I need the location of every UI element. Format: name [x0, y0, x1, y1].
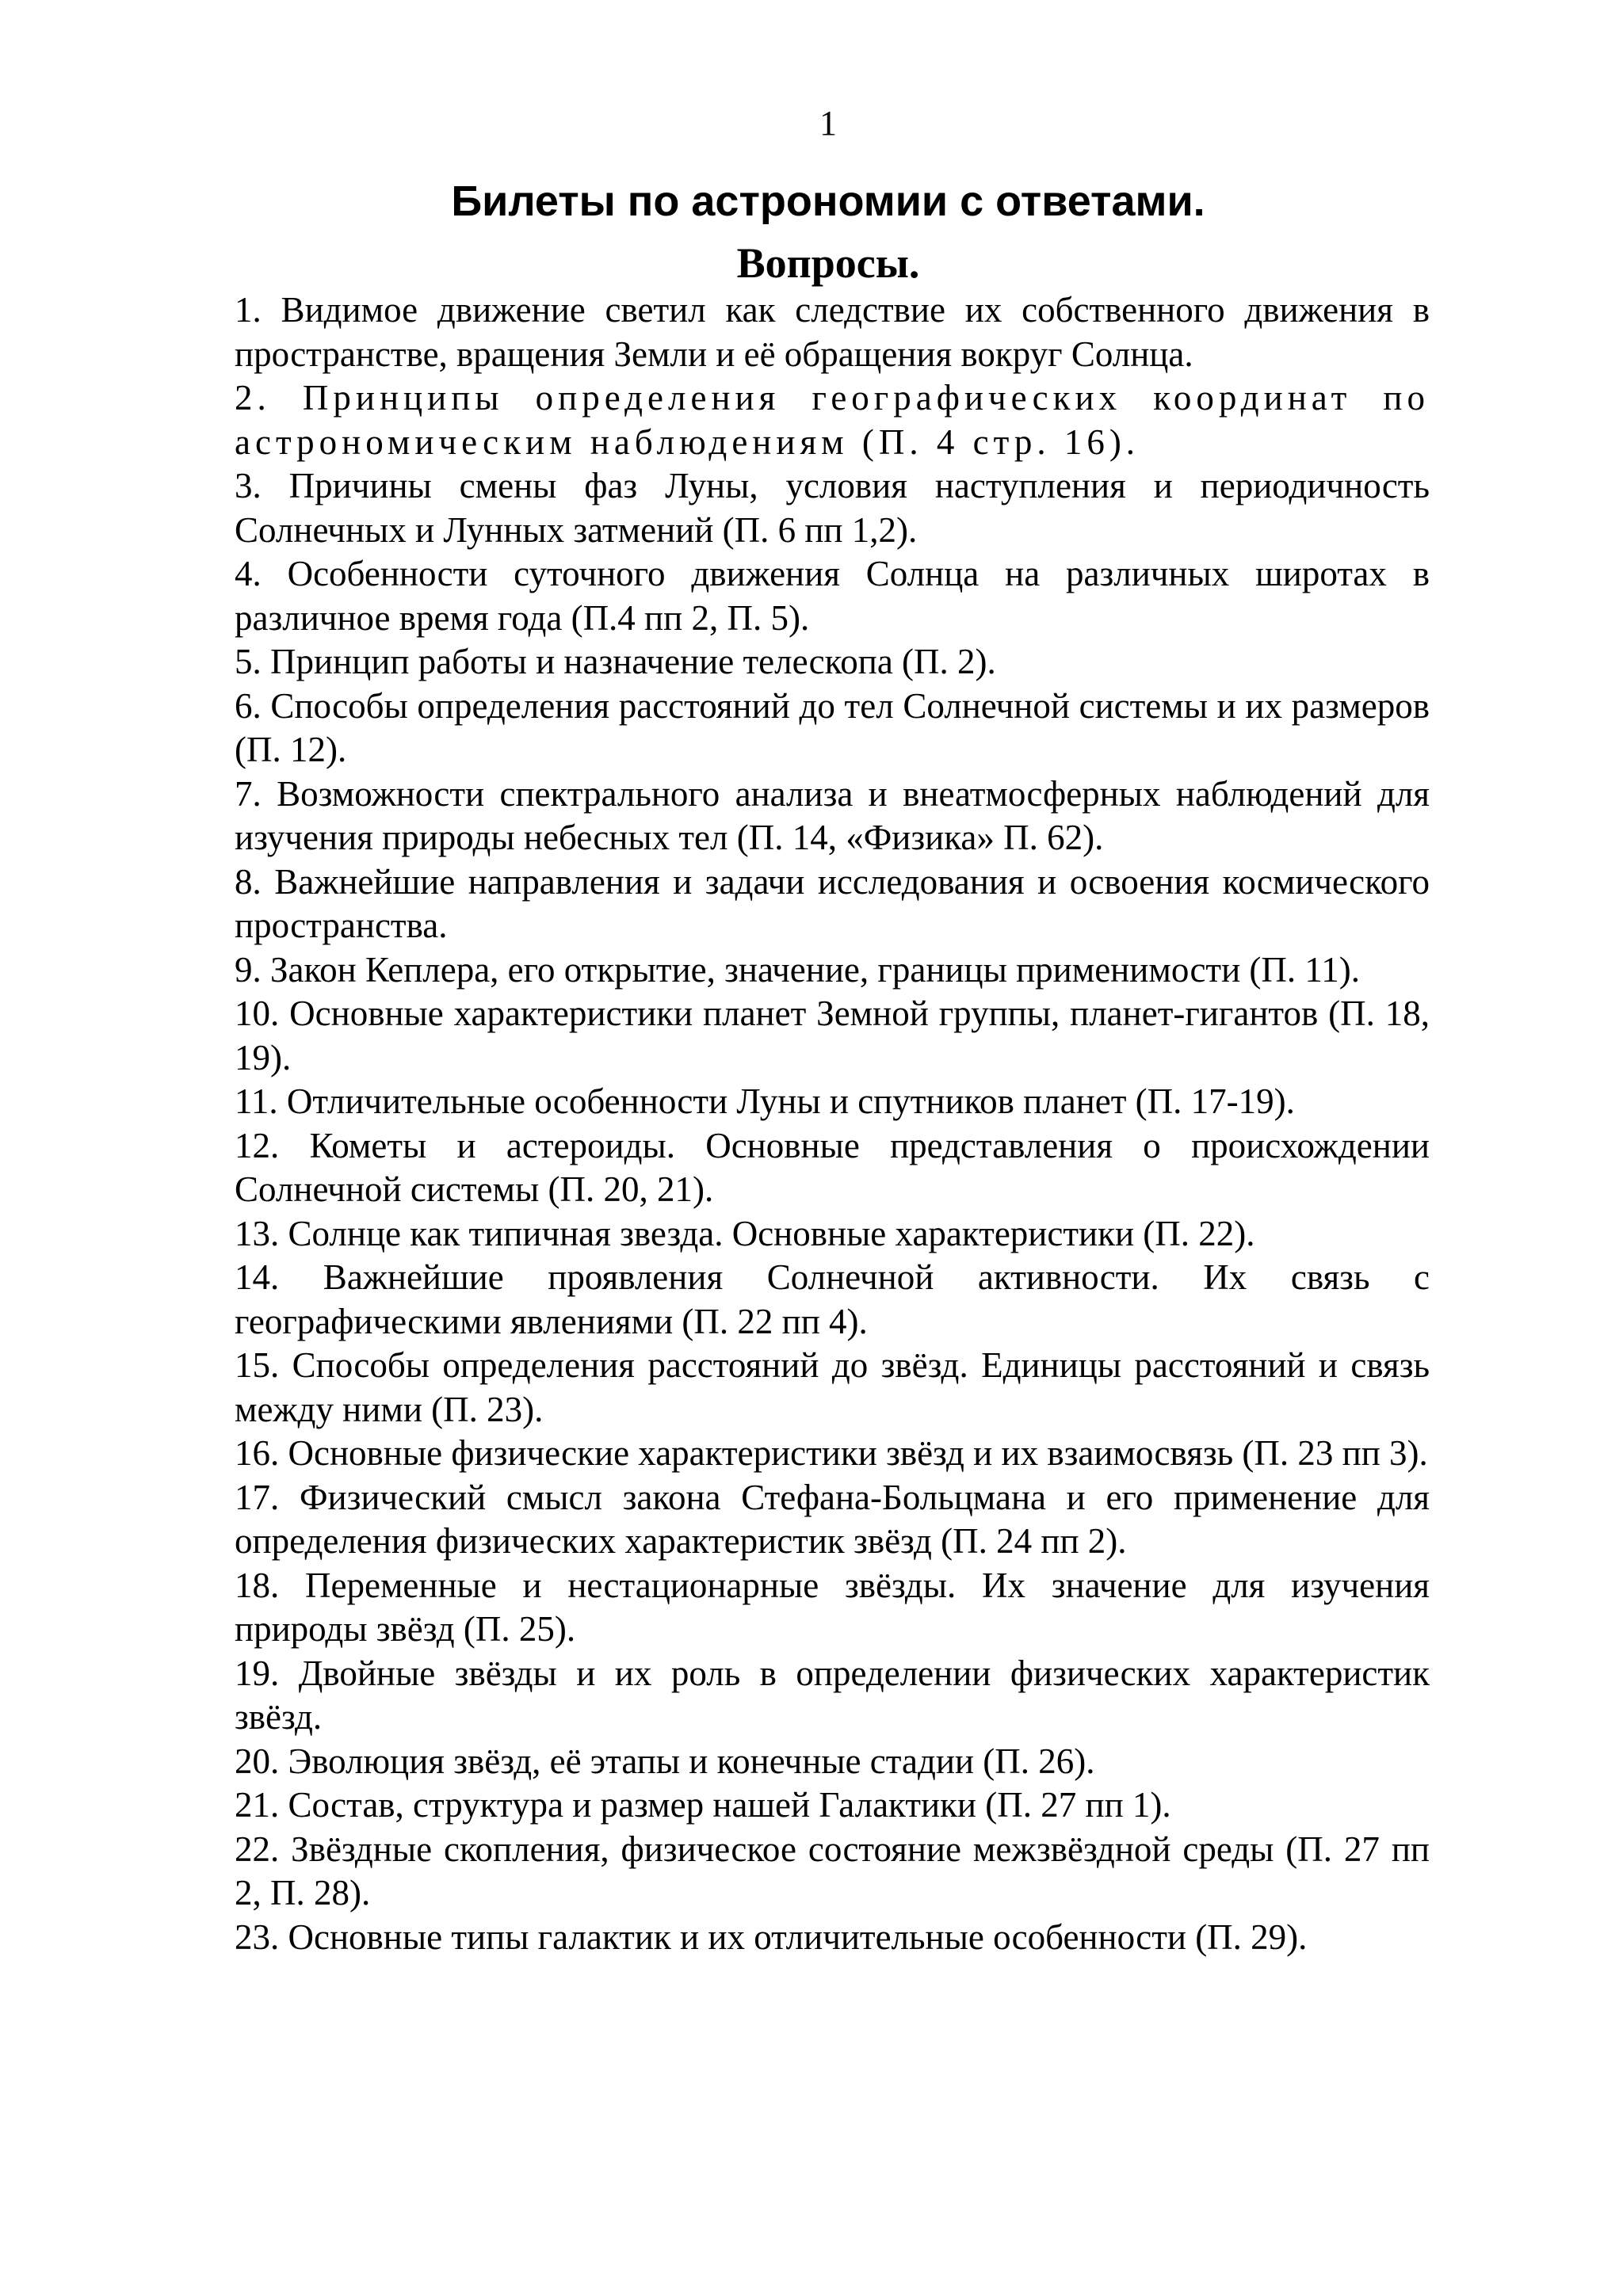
questions-list: [235, 288, 1430, 1959]
question-item: 21. Состав, структура и размер нашей Галактики (П. 27 пп 1).: [235, 1785, 1171, 1825]
question-item: 10. Основные характеристики планет Земной группы, планет-гигантов (П. 18, 19).: [235, 994, 1430, 1077]
document-title: Билеты по астрономии с ответами.: [451, 177, 1205, 225]
question-item: 9. Закон Кеплера, его открытие, значение, границы применимости (П. 11).: [235, 949, 1360, 990]
question-item: 20. Эволюция звёзд, её этапы и конечные стадии (П. 26).: [235, 1741, 1095, 1781]
question-item: 8. Важнейшие направления и задачи исследования и освоения космического пространства.: [235, 861, 1430, 945]
question-item: 16. Основные физические характеристики звёзд и их взаимосвязь (П. 23 пп 3).: [235, 1433, 1428, 1473]
question-item: 7. Возможности спектрального анализа и внеатмосферных наблюдений для изучения природы небесных тел (П. 14, «Физика» П. 62).: [235, 773, 1430, 857]
question-item: 12. Кометы и астероиды. Основные представления о происхождении Солнечной системы (П. 20, 21).: [235, 1125, 1430, 1209]
question-item: 23. Основные типы галактик и их отличительные особенности (П. 29).: [235, 1917, 1308, 1957]
section-title: Вопросы.: [736, 239, 920, 287]
question-item: 2. Принципы определения географических координат по астрономическим наблюдениям (П. 4 стр. 16).: [235, 378, 1430, 462]
question-item: 14. Важнейшие проявления Солнечной активности. Их связь с географическими явлениями (П. 22 пп 4).: [235, 1257, 1430, 1341]
question-item: 15. Способы определения расстояний до звёзд. Единицы расстояний и связь между ними (П. 23).: [235, 1345, 1430, 1429]
page-number: 1: [819, 104, 837, 143]
question-item: 17. Физический смысл закона Стефана-Больцмана и его применение для определения физических характеристик звёзд (П. 24 пп 2).: [235, 1477, 1430, 1561]
question-item: 13. Солнце как типичная звезда. Основные характеристики (П. 22).: [235, 1213, 1255, 1253]
question-item: 18. Переменные и нестационарные звёзды. Их значение для изучения природы звёзд (П. 25).: [235, 1565, 1430, 1649]
question-item: 4. Особенности суточного движения Солнца на различных широтах в различное время года (П.4 пп 2, П. 5).: [235, 554, 1430, 638]
question-item: 19. Двойные звёзды и их роль в определении физических характеристик звёзд.: [235, 1653, 1430, 1737]
question-item: 5. Принцип работы и назначение телескопа (П. 2).: [235, 642, 996, 681]
question-item: 22. Звёздные скопления, физическое состояние межзвёздной среды (П. 27 пп 2, П. 28).: [235, 1829, 1430, 1913]
question-item: 11. Отличительные особенности Луны и спутников планет (П. 17-19).: [235, 1081, 1295, 1121]
question-item: 1. Видимое движение светил как следствие их собственного движения в пространстве, вращения Земли и её обращения вокруг Солнца.: [235, 290, 1430, 374]
question-item: 3. Причины смены фаз Луны, условия наступления и периодичность Солнечных и Лунных затмений (П. 6 пп 1,2).: [235, 466, 1430, 550]
question-item: 6. Способы определения расстояний до тел Солнечной системы и их размеров (П. 12).: [235, 685, 1430, 769]
